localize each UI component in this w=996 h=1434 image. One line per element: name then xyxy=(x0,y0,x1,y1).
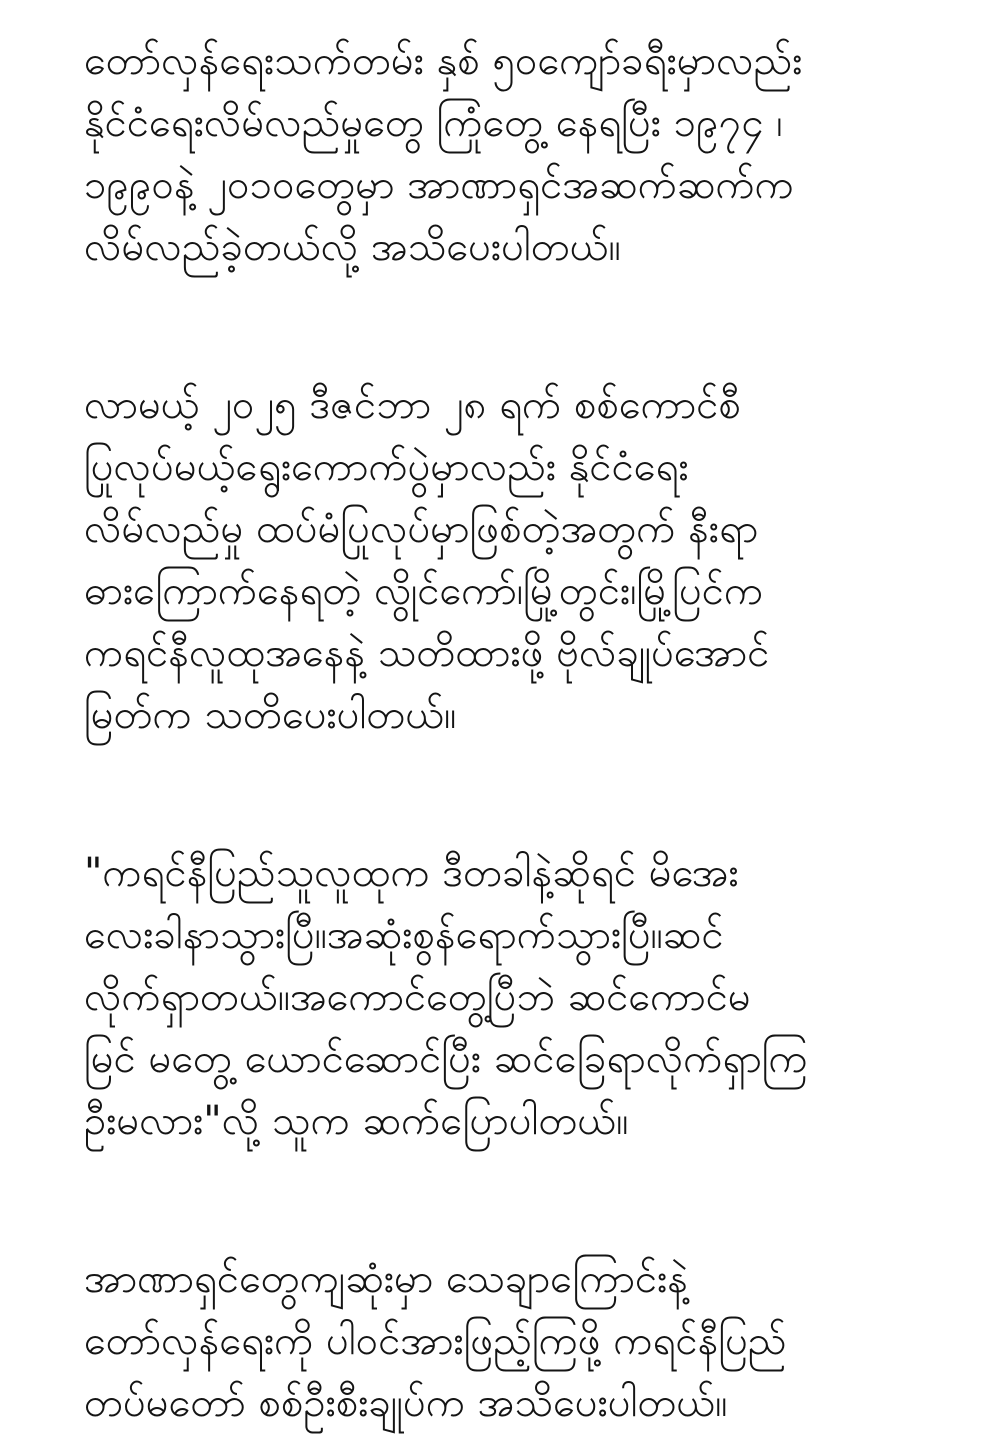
text-line: မြင် မတွေ့ ယောင်ဆောင်ပြီး ဆင်ခြေရာလိုက်ရှာကြ xyxy=(84,1036,808,1082)
text-line: ဦးမလား"လို့ သူက ဆက်ပြောပါတယ်။ xyxy=(84,1098,629,1144)
paragraph-2 xyxy=(84,374,964,746)
text-line: လေးခါနာသွားပြီ။အဆုံးစွန်ရောက်သွားပြီ။ဆင် xyxy=(84,912,724,958)
text-line: ပြုလုပ်မယ့်ရွေးကောက်ပွဲမှာလည်း နိုင်ငံရေး xyxy=(84,444,689,490)
text-line: တော်လှန်ရေးသက်တမ်း နှစ် ၅၀ကျော်ခရီးမှာလည်း xyxy=(84,38,803,84)
article-body xyxy=(84,30,964,1434)
text-line: ကရင်နီလူထုအနေနဲ့ သတိထားဖို့ ဗိုလ်ချုပ်အောင် xyxy=(84,630,770,676)
text-line: လာမယ့် ၂၀၂၅ ဒီဇင်ဘာ ၂၈ ရက် စစ်ကောင်စီ xyxy=(84,382,741,428)
text-line: "ကရင်နီပြည်သူလူထုက ဒီတခါနဲ့ဆိုရင် မိအေး xyxy=(84,850,739,896)
text-line: ၁၉၉၀နဲ့ ၂၀၁၀တွေမှာ အာဏာရှင်အဆက်ဆက်က xyxy=(84,162,794,208)
text-line: တပ်မတော် စစ်ဦးစီးချုပ်က အသိပေးပါတယ်။ xyxy=(84,1380,728,1426)
text-line: နိုင်ငံရေးလိမ်လည်မှုတွေ ကြုံတွေ့ နေရပြီး ၁၉၇၄ ၊ xyxy=(84,100,783,146)
paragraph-3 xyxy=(84,842,964,1152)
text-line: အာဏာရှင်တွေကျဆုံးမှာ သေချာကြောင်းနဲ့ xyxy=(84,1256,689,1302)
text-line: လိုက်ရှာတယ်။အကောင်တွေ့ပြီဘဲ ဆင်ကောင်မ xyxy=(84,974,751,1020)
text-line: ဓားကြောက်နေရတဲ့ လွိုင်ကော်၊မြို့တွင်း၊မြို့ပြင်က xyxy=(84,568,764,614)
text-line: လိမ်လည်မှု ထပ်မံပြုလုပ်မှာဖြစ်တဲ့အတွက် နီးရာ xyxy=(84,506,759,552)
paragraph-4 xyxy=(84,1248,964,1434)
text-line: တော်လှန်ရေးကို ပါဝင်အားဖြည့်ကြဖို့ ကရင်နီပြည် xyxy=(84,1318,787,1364)
paragraph-1 xyxy=(84,30,964,278)
text-line: မြတ်က သတိပေးပါတယ်။ xyxy=(84,692,457,738)
text-line: လိမ်လည်ခဲ့တယ်လို့ အသိပေးပါတယ်။ xyxy=(84,224,621,270)
